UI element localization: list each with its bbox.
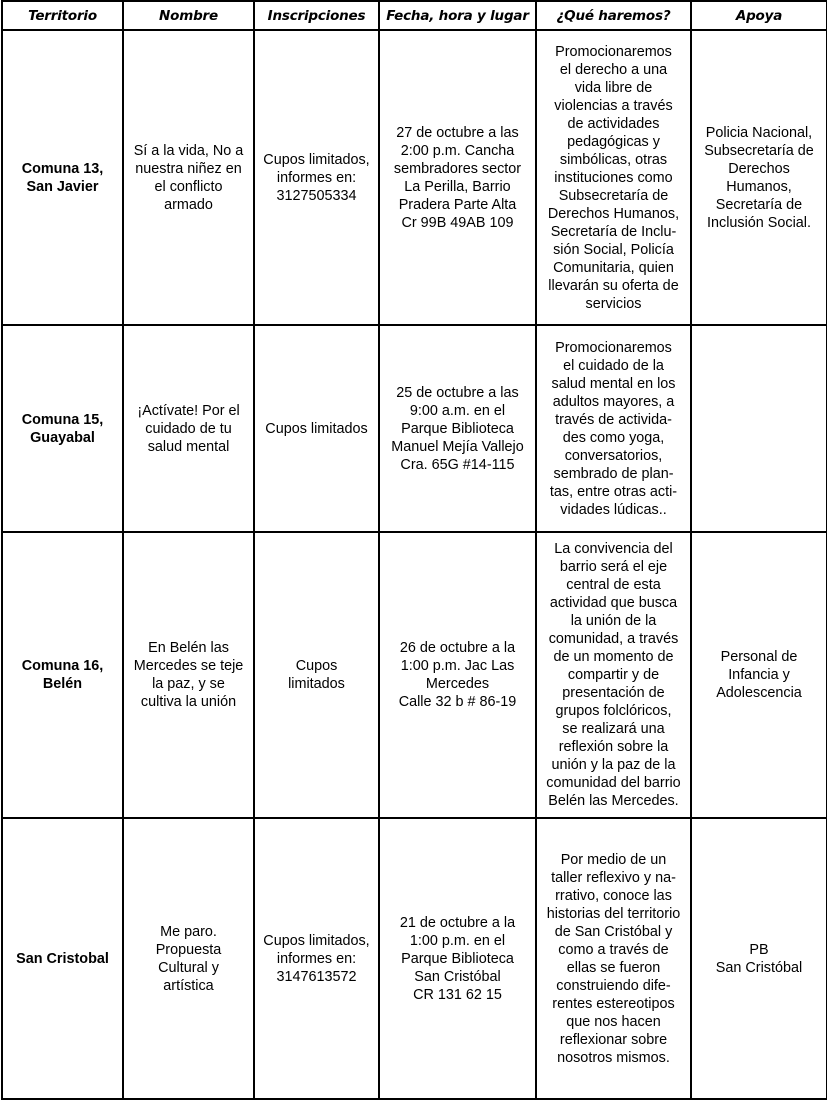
cell-line: Adolescencia: [716, 685, 802, 701]
cell-line: compartir y de: [567, 667, 660, 683]
cell-line: San Javier: [26, 178, 99, 195]
cell-line: Cupos limitados,: [263, 932, 370, 949]
cell-line: ¡Actívate! Por el: [137, 402, 240, 419]
cell-line: pedagógicas y: [567, 133, 660, 150]
cell-line: 9:00 a.m. en el: [409, 402, 506, 419]
cell-line: Subsecretaría de: [704, 142, 814, 159]
cell-line: vidades lúdicas..: [560, 501, 667, 518]
cell-inscripciones: [254, 30, 379, 325]
cell-line: Derechos Humanos,: [547, 205, 680, 222]
cell-apoya: [691, 30, 827, 325]
cell-line: PB: [749, 941, 769, 958]
cell-line: Secretaría de: [715, 196, 803, 213]
cell-line: la paz, y se: [152, 676, 225, 692]
cell-line: Parque Biblioteca: [401, 950, 514, 967]
cell-line: que nos hacen: [566, 1013, 661, 1030]
cell-line: En Belén las: [148, 640, 229, 656]
cell-line: unión y la paz de la: [551, 757, 676, 773]
cell-line: rrativo, conoce las: [555, 887, 672, 904]
cell-line: Manuel Mejía Vallejo: [391, 438, 524, 455]
cell-line: 25 de octubre a las: [396, 384, 519, 401]
cell-line: Comuna 15,: [21, 411, 104, 428]
cell-territorio: [2, 325, 123, 532]
cell-line: vida libre de: [574, 79, 653, 96]
cell-line: simbólicas, otras: [559, 151, 668, 168]
cell-line: central de esta: [566, 577, 661, 593]
cell-line: informes en:: [276, 169, 357, 186]
cell-line: el conflicto: [154, 178, 223, 195]
cell-line: San Cristobal: [16, 950, 109, 967]
cell-line: cultiva la unión: [140, 694, 237, 710]
cell-line: Parque Biblioteca: [401, 420, 514, 437]
events-table: [1, 0, 827, 1100]
cell-line: salud mental en los: [551, 375, 676, 392]
cell-line: adultos mayores, a: [552, 393, 675, 410]
cell-line: historias del territorio: [546, 905, 681, 922]
table-row: [2, 325, 827, 532]
cell-line: el cuidado de la: [563, 357, 664, 374]
cell-line: reflexión sobre la: [558, 739, 669, 755]
cell-line: Cupos limitados: [265, 420, 368, 437]
cell-line: La convivencia del: [554, 541, 673, 557]
cell-line: 2:00 p.m. Cancha: [400, 142, 515, 159]
cell-line: Humanos,: [726, 178, 792, 195]
cell-line: 1:00 p.m. en el: [409, 932, 506, 949]
cell-line: limitados: [288, 676, 345, 692]
cell-line: Belén: [42, 676, 83, 692]
cell-line: La Perilla, Barrio: [404, 178, 511, 195]
cell-inscripciones: [254, 532, 379, 818]
cell-line: rentes estereotipos: [552, 995, 675, 1012]
cell-line: ellas se fueron: [566, 959, 661, 976]
cell-nombre: [123, 818, 254, 1099]
cell-line: Mercedes se teje: [133, 658, 244, 674]
cell-line: Me paro.: [160, 923, 217, 940]
cell-line: des como yoga,: [562, 429, 665, 446]
cell-fecha-hora-lugar: [379, 30, 536, 325]
cell-line: cuidado de tu: [145, 420, 232, 437]
cell-line: San Cristóbal: [414, 968, 501, 985]
cell-line: Personal de: [720, 649, 798, 665]
cell-inscripciones: [254, 325, 379, 532]
cell-line: reflexionar sobre: [559, 1031, 668, 1048]
cell-line: Por medio de un: [560, 851, 667, 868]
cell-line: Pradera Parte Alta: [398, 196, 517, 213]
cell-territorio: [2, 532, 123, 818]
cell-line: Promocionaremos: [555, 339, 672, 356]
header-apoya: Apoya: [691, 1, 827, 30]
cell-line: barrio será el eje: [559, 559, 668, 575]
cell-line: Promocionaremos: [555, 43, 672, 60]
cell-line: Calle 32 b # 86-19: [398, 694, 517, 710]
cell-apoya: [691, 325, 827, 532]
cell-line: Cr 99B 49AB 109: [401, 214, 514, 231]
cell-line: Inclusión Social.: [707, 214, 811, 231]
cell-line: Propuesta: [155, 941, 222, 958]
table-row: [2, 818, 827, 1099]
cell-line: Policia Nacional,: [705, 124, 813, 141]
cell-line: Derechos: [728, 160, 790, 177]
cell-line: Subsecretaría de: [558, 187, 669, 204]
cell-line: Secretaría de Inclu-: [550, 223, 677, 240]
cell-fecha-hora-lugar: [379, 532, 536, 818]
cell-line: Comunitaria, quien: [553, 259, 674, 276]
cell-line: instituciones como: [554, 169, 673, 186]
cell-line: 3147613572: [276, 968, 357, 985]
cell-line: Cultural y: [158, 959, 219, 976]
cell-que-haremos: [536, 30, 691, 325]
cell-line: llevarán su oferta de: [548, 277, 679, 294]
cell-line: salud mental: [147, 438, 230, 455]
cell-line: comunidad, a través: [548, 631, 679, 647]
cell-line: tas, entre otras acti-: [549, 483, 678, 500]
cell-line: sembradores sector: [393, 160, 522, 177]
cell-line: nuestra niñez en: [135, 160, 242, 177]
cell-line: Guayabal: [30, 429, 95, 446]
cell-territorio: [2, 818, 123, 1099]
header-nombre: Nombre: [123, 1, 254, 30]
cell-line: través de activida-: [555, 411, 672, 428]
cell-line: Sí a la vida, No a: [133, 142, 244, 159]
header-fecha: Fecha, hora y lugar: [379, 1, 536, 30]
cell-line: 27 de octubre a las: [396, 124, 519, 141]
table-row: [2, 30, 827, 325]
cell-line: el derecho a una: [559, 61, 668, 78]
cell-que-haremos: [536, 532, 691, 818]
header-inscripciones: Inscripciones: [254, 1, 379, 30]
table-row: [2, 532, 827, 818]
cell-apoya: [691, 532, 827, 818]
cell-line: servicios: [585, 295, 642, 312]
cell-line: actividad que busca: [549, 595, 678, 611]
cell-line: violencias a través: [554, 97, 673, 114]
cell-line: Cupos limitados,: [263, 151, 370, 168]
cell-fecha-hora-lugar: [379, 325, 536, 532]
cell-line: como a través de: [558, 941, 669, 958]
cell-inscripciones: [254, 818, 379, 1099]
cell-line: CR 131 62 15: [413, 986, 502, 1003]
cell-line: Cra. 65G #14-115: [400, 456, 515, 473]
cell-line: 26 de octubre a la: [399, 640, 516, 656]
cell-line: presentación de: [562, 685, 665, 701]
cell-line: construiendo dife-: [556, 977, 671, 994]
cell-nombre: [123, 325, 254, 532]
cell-nombre: [123, 532, 254, 818]
cell-line: Comuna 13,: [21, 160, 104, 177]
cell-line: de San Cristóbal y: [554, 923, 673, 940]
header-row: [2, 1, 827, 30]
cell-line: 1:00 p.m. Jac Las: [400, 658, 515, 674]
cell-line: 3127505334: [276, 187, 357, 204]
cell-line: conversatorios,: [564, 447, 663, 464]
cell-line: informes en:: [276, 950, 357, 967]
cell-line: Cupos: [295, 658, 338, 674]
header-territorio: Territorio: [2, 1, 123, 30]
cell-que-haremos: [536, 325, 691, 532]
cell-line: grupos folclóricos,: [555, 703, 672, 719]
cell-line: sión Social, Policía: [553, 241, 674, 258]
cell-line: sembrado de plan-: [553, 465, 674, 482]
cell-nombre: [123, 30, 254, 325]
cell-que-haremos: [536, 818, 691, 1099]
cell-apoya: [691, 818, 827, 1099]
cell-line: taller reflexivo y na-: [551, 869, 676, 886]
cell-fecha-hora-lugar: [379, 818, 536, 1099]
cell-line: artística: [163, 977, 214, 994]
cell-line: comunidad del barrio: [546, 775, 681, 791]
cell-line: Belén las Mercedes.: [548, 793, 679, 809]
cell-line: Mercedes: [425, 676, 490, 692]
header-que-haremos: ¿Qué haremos?: [536, 1, 691, 30]
cell-line: se realizará una: [562, 721, 665, 737]
cell-line: Infancia y: [728, 667, 790, 683]
cell-line: armado: [164, 196, 213, 213]
cell-line: la unión de la: [570, 613, 657, 629]
cell-territorio: [2, 30, 123, 325]
cell-line: Comuna 16,: [21, 658, 104, 674]
cell-line: de un momento de: [553, 649, 674, 665]
cell-line: San Cristóbal: [715, 959, 803, 976]
cell-line: 21 de octubre a la: [399, 914, 516, 931]
cell-line: de actividades: [567, 115, 660, 132]
cell-line: nosotros mismos.: [557, 1049, 670, 1066]
